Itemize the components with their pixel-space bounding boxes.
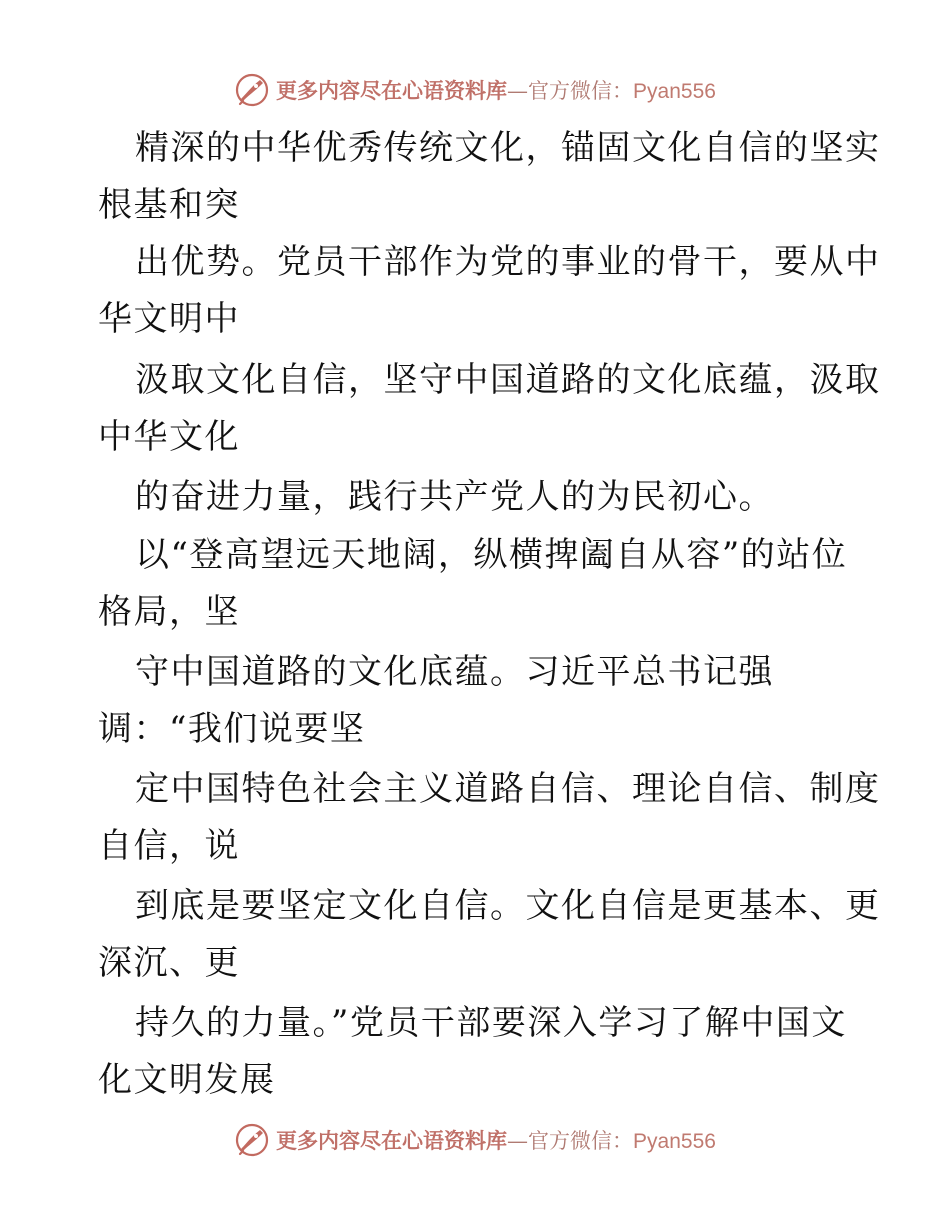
paragraph-line: 持久的力量。”党员干部要深入学习了解中国文 bbox=[135, 1003, 847, 1043]
pen-nib-logo-icon bbox=[234, 72, 270, 108]
paragraph-line: 出优势。党员干部作为党的事业的骨干，要从中 bbox=[135, 242, 881, 282]
header-banner-wechat-id: Pyan556 bbox=[633, 80, 716, 103]
paragraph-line: 守中国道路的文化底蕴。习近平总书记强 bbox=[135, 652, 774, 692]
header-banner-wechat-label: —官方微信： bbox=[507, 79, 634, 103]
paragraph-line: 汲取文化自信，坚守中国道路的文化底蕴，汲取 bbox=[135, 360, 881, 400]
paragraph-line: 根基和突 bbox=[98, 185, 240, 225]
paragraph-line: 到底是要坚定文化自信。文化自信是更基本、更 bbox=[135, 886, 881, 926]
footer-banner-wechat-id: Pyan556 bbox=[633, 1130, 716, 1153]
footer-banner-wechat-label: —官方微信： bbox=[507, 1129, 634, 1153]
header-banner-title: 更多内容尽在心语资料库 bbox=[276, 78, 508, 103]
pen-nib-logo-icon bbox=[234, 1122, 270, 1158]
paragraph-line: 的奋进力量，践行共产党人的为民初心。 bbox=[135, 477, 774, 517]
paragraph-line: 化文明发展 bbox=[98, 1060, 276, 1100]
paragraph-line: 深沉、更 bbox=[98, 943, 240, 983]
paragraph-line: 华文明中 bbox=[98, 299, 240, 339]
footer-banner-title: 更多内容尽在心语资料库 bbox=[276, 1128, 508, 1153]
paragraph-line: 定中国特色社会主义道路自信、理论自信、制度 bbox=[135, 769, 881, 809]
paragraph-line: 自信，说 bbox=[98, 826, 240, 866]
paragraph-line: 精深的中华优秀传统文化，锚固文化自信的坚实 bbox=[135, 128, 881, 168]
paragraph-line: 格局，坚 bbox=[98, 592, 240, 632]
paragraph-line: 调：“我们说要坚 bbox=[98, 709, 366, 749]
paragraph-line: 以“登高望远天地阔，纵横捭阖自从容”的站位 bbox=[135, 535, 848, 575]
paragraph-line: 中华文化 bbox=[98, 417, 240, 457]
footer-banner bbox=[0, 1120, 950, 1160]
header-banner bbox=[0, 70, 950, 110]
